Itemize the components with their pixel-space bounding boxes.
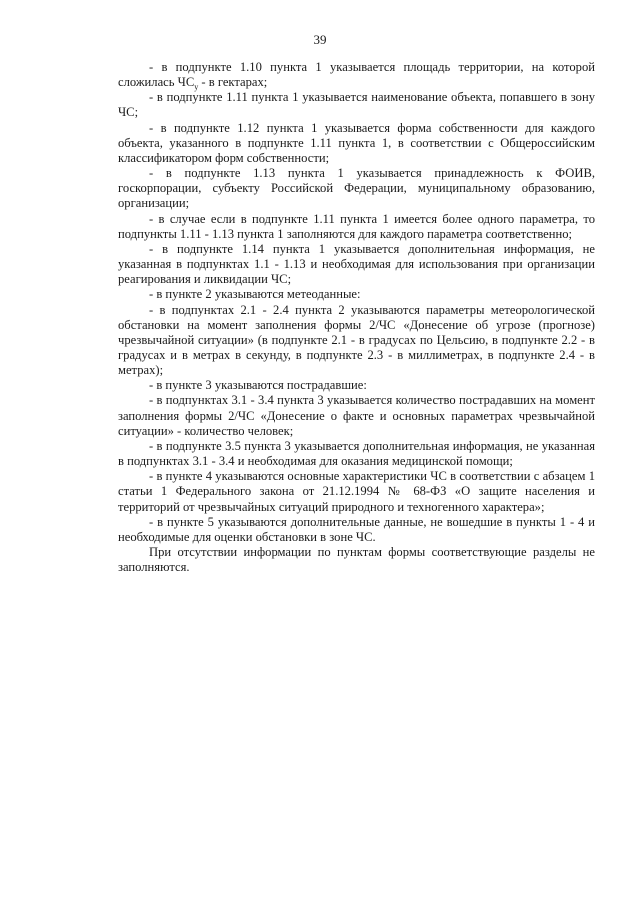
paragraph-subitem-1-10 <box>118 60 595 90</box>
paragraph-multiple-params: - в случае если в подпункте 1.11 пункта 1 имеется более одного параметра, то подпункты 1.11 - 1.13 пункта 1 заполняются для каждого параметра соответственно; <box>118 211 595 241</box>
paragraph-text-start: - в подпункте 1.10 пункта 1 указывается площадь территории, на которой сложилась ЧС <box>118 60 595 90</box>
subscript-index: у <box>194 82 199 92</box>
paragraph-subitem-1-12: - в подпункте 1.12 пункта 1 указывается форма собственности для каждого объекта, указанного в подпункте 1.11 пункта 1, в соответствии с Общероссийским классификатором форм собственности; <box>118 120 595 165</box>
paragraph-closing-note: При отсутствии информации по пунктам формы соответствующие разделы не заполняются. <box>118 545 595 575</box>
paragraph-item-2: - в пункте 2 указываются метеоданные: <box>149 287 361 302</box>
paragraph-subitems-2-1-2-4: - в подпунктах 2.1 - 2.4 пункта 2 указываются параметры метеорологической обстановки на момент заполнения формы 2/ЧС «Донесение об угрозе (прогнозе) чрезвычайной ситуации» (в подпункте 2.1 - в градусах по Цельсию, в подпункте 2.2 - в градусах и в метрах в секунду, в подпункте 2.3 - в миллиметрах, в подпункте 2.4 - в метрах); <box>118 302 595 378</box>
paragraph-subitems-3-1-3-4: - в подпунктах 3.1 - 3.4 пункта 3 указывается количество пострадавших на момент заполнения формы 2/ЧС «Донесение о факте и основных параметрах чрезвычайной ситуации» - количество человек; <box>118 393 595 438</box>
page-number: 39 <box>313 32 327 47</box>
paragraph-text-end: - в гектарах; <box>198 75 268 90</box>
paragraph-subitem-1-14: - в подпункте 1.14 пункта 1 указывается дополнительная информация, не указанная в подпунктах 1.1 - 1.13 и необходимая для использования при организации реагирования и ликвидации ЧС; <box>118 241 595 287</box>
paragraph-subitem-1-11: - в подпункте 1.11 пункта 1 указывается наименование объекта, попавшего в зону ЧС; <box>118 90 595 120</box>
paragraph-item-3: - в пункте 3 указываются пострадавшие: <box>149 378 367 393</box>
paragraph-subitem-1-13: - в подпункте 1.13 пункта 1 указывается принадлежность к ФОИВ, госкорпорации, субъекту Российской Федерации, муниципальному образованию, организации; <box>118 166 595 211</box>
document-body <box>118 60 595 575</box>
paragraph-item-5: - в пункте 5 указываются дополнительные данные, не вошедшие в пункты 1 - 4 и необходимые для оценки обстановки в зоне ЧС. <box>118 514 595 544</box>
paragraph-item-4: - в пункте 4 указываются основные характеристики ЧС в соответствии с абзацем 1 статьи 1 Федерального закона от 21.12.1994 № 68-ФЗ «О защите населения и территорий от чрезвычайных ситуаций природного и техногенного характера»; <box>118 469 595 514</box>
paragraph-subitem-3-5: - в подпункте 3.5 пункта 3 указывается дополнительная информация, не указанная в подпунктах 3.1 - 3.4 и необходимая для оказания медицинской помощи; <box>118 438 595 469</box>
